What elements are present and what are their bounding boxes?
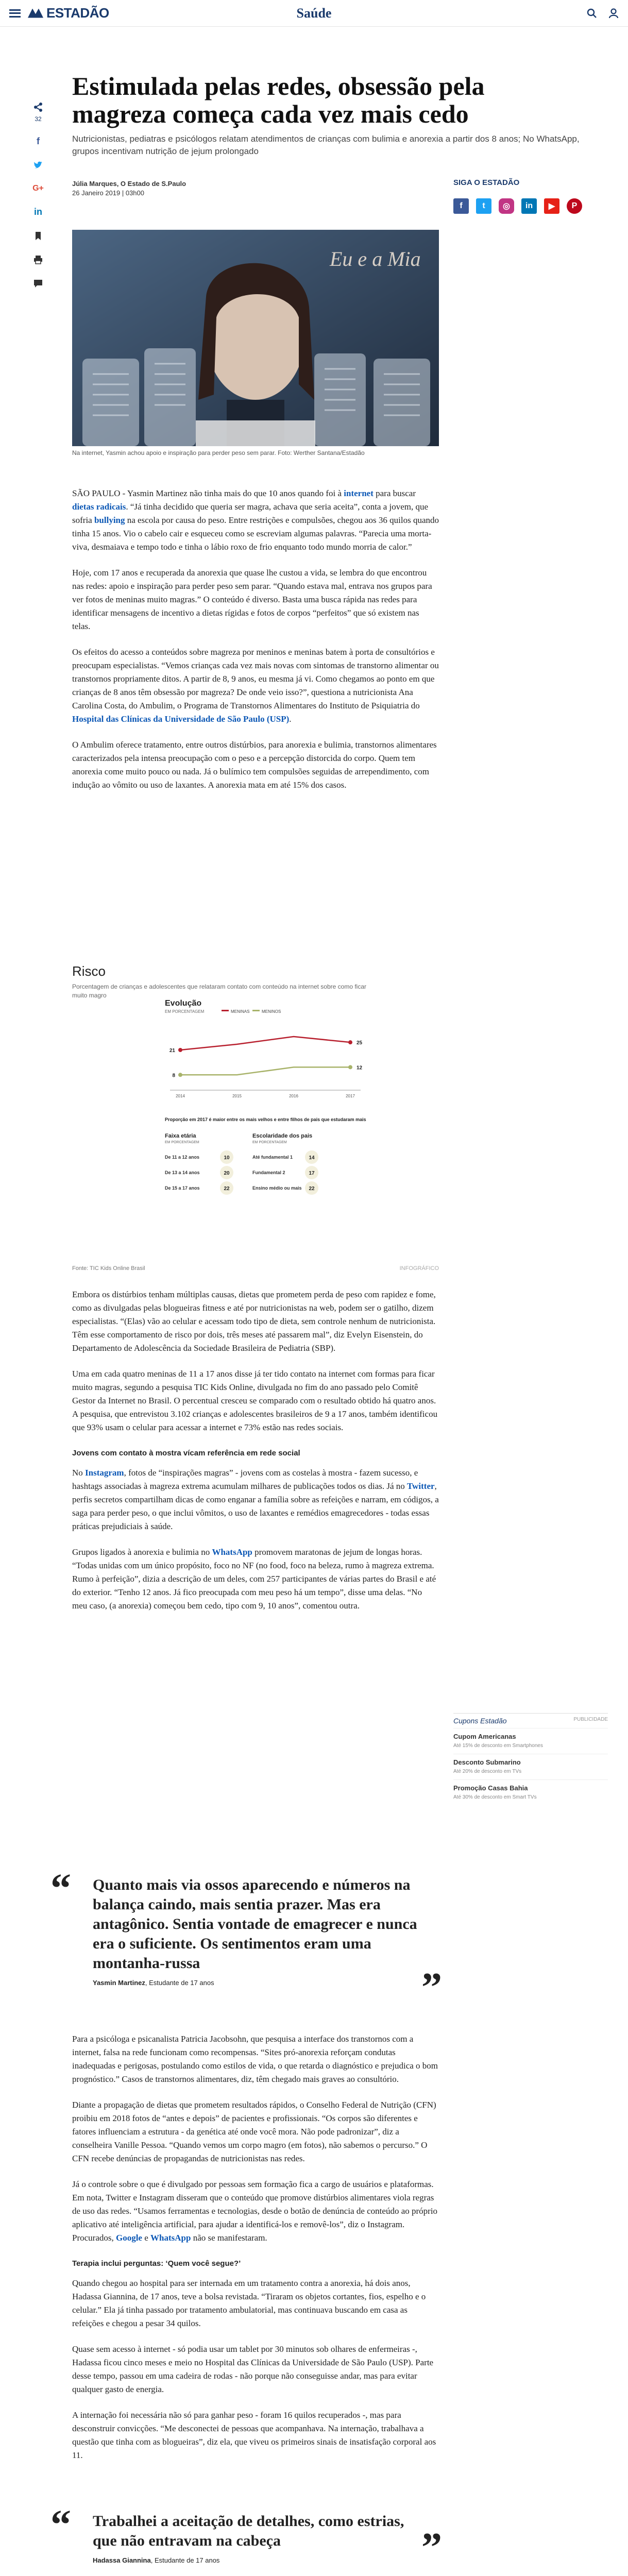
link-whatsapp-2[interactable]: WhatsApp xyxy=(150,2233,191,2243)
edu-value: 22 xyxy=(309,1186,315,1192)
data-label: 21 xyxy=(169,1048,175,1054)
lead-photo xyxy=(72,230,439,446)
data-label: 12 xyxy=(357,1065,363,1071)
linkedin-icon[interactable]: in xyxy=(34,207,42,217)
twitter-icon[interactable] xyxy=(33,160,43,171)
edu-label: Até fundamental 1 xyxy=(252,1155,293,1160)
chart-title: Evolução xyxy=(165,999,202,1008)
age-value: 22 xyxy=(224,1186,230,1192)
link-twitter[interactable]: Twitter xyxy=(407,1481,435,1491)
section-title[interactable]: Saúde xyxy=(296,5,332,21)
quote-close-icon: ” xyxy=(421,2525,442,2570)
google-plus-icon[interactable]: G+ xyxy=(32,184,44,193)
paragraph-4: O Ambulim oferece tratamento, entre outros distúrbios, para anorexia e bulimia, transtornos alimentares caracterizados pela intensa preocupação com o peso e a percepção distorcida do corpo. Quem tem anorexia come muito pouco ou nada. Já o bulímico tem compulsões seguidas de arrependimento, com indução ao vômito ou uso de laxantes. A anorexia mata em até 15% dos casos. xyxy=(72,740,437,790)
coupon-item[interactable]: Cupom Americanas Até 15% de desconto em Smartphones xyxy=(453,1728,608,1754)
data-point xyxy=(348,1065,352,1069)
quote-open-icon: “ xyxy=(50,1866,71,1911)
share-icon[interactable] xyxy=(33,102,43,112)
data-point xyxy=(178,1073,182,1077)
photo-overlay-text: Eu e a Mia xyxy=(330,247,421,270)
x-tick-label: 2014 xyxy=(176,1094,185,1098)
legend-meninas-swatch xyxy=(222,1010,229,1011)
chart-subtitle: EM PORCENTAGEM xyxy=(165,1009,205,1014)
edu-value: 17 xyxy=(309,1171,315,1176)
comment-icon[interactable] xyxy=(33,278,43,289)
paragraph-7: No Instagram, fotos de “inspirações magras” - jovens com as costelas à mostra - fazem sucesso, e hashtags associadas à magreza extrema acumulam milhares de publicações todos os dias. Já no Twitter, perfis secretos compartilham dicas de como enganar a família sobre as refeições e narram, em códigos, a saga para perder peso, o que inclui vômitos, o uso de laxantes e remédios emagrecedores - todas essas práticas prejudiciais à saúde. xyxy=(72,1468,439,1531)
quote-open-icon: “ xyxy=(50,2502,71,2548)
link-dietas-radicais[interactable]: dietas radicais xyxy=(72,502,126,512)
authors[interactable]: Júlia Marques, O Estado de S.Paulo xyxy=(72,180,186,188)
brand-logo[interactable] xyxy=(28,5,109,21)
age-value: 10 xyxy=(224,1155,230,1161)
infographic-subtitle: Porcentagem de crianças e adolescentes que relataram contato com conteúdo na internet sobre como ficar muito magro xyxy=(72,983,366,999)
data-point xyxy=(178,1048,182,1052)
quote-2-text: Trabalhei a aceitação de detalhes, como estrias, que não entravam na cabeça xyxy=(93,2513,404,2549)
series-line-0 xyxy=(180,1037,350,1050)
chart-note: Proporção em 2017 é maior entre os mais velhos e entre filhos de pais que estudaram mais xyxy=(165,1117,366,1122)
age-title: Faixa etária xyxy=(165,1133,196,1139)
paragraph-3: Os efeitos do acesso a conteúdos sobre magreza por meninos e meninas batem à porta de consultórios e preocupam especialistas. “Vemos crianças cada vez mais novas com sintomas de transtorno alimentar ou transtornos propriamente ditos. A partir de 8, 9 anos, eu mesma já vi. Como chegamos ao ponto em que crianças de 8 anos têm obsessão por magreza? De onde veio isso?”, questiona a nutricionista Ana Carolina Costa, do Ambulim, o Programa de Transtornos Alimentares do Instituto de Psiquiatria do Hospital das Clínicas da Universidade de São Paulo (USP). xyxy=(72,647,439,724)
paragraph-9: Para a psicóloga e psicanalista Patricia Jacobsohn, que pesquisa a interface dos transtornos com a internet, falsa na rede funcionam como recompensas. “Sites pró-anorexia reforçam condutas inadequadas e perigosas, postulando como estilos de vida, o que retarda o diagnóstico e prejudica o bom prognóstico.” Casos de transtornos alimentares, diz, têm chegado mais graves ao consultório. xyxy=(72,2034,438,2084)
top-bar xyxy=(0,0,628,27)
edu-label: Fundamental 2 xyxy=(252,1170,285,1175)
follow-box xyxy=(453,178,608,214)
subhead-1: Jovens com contato à mostra vícam referência em rede social xyxy=(72,1449,300,1458)
data-label: 8 xyxy=(172,1073,175,1079)
link-internet[interactable]: internet xyxy=(344,488,374,498)
quote-1-text: Quanto mais via ossos aparecendo e números na balança caindo, mais sentia prazer. Mas era antagônico. Sentia vontade de emagrecer e nunca era o suficiente. Os sentimentos eram uma montanha-russa xyxy=(93,1876,417,1972)
follow-youtube-icon[interactable]: ▶ xyxy=(544,198,559,214)
edu-title: Escolaridade dos pais xyxy=(252,1133,313,1139)
paragraph-11: Já o controle sobre o que é divulgado por pessoas sem formação fica a cargo de usuários e plataformas. Em nota, Twitter e Instagram disseram que o conteúdo que promove distúrbios alimentares viola regras de uso das redes. “Usamos ferramentas e tecnologias, desde o botão de denúncia de conteúdo ao próprio aplicativo até inteligência artificial, para ajudar a identificá-los e removê-los”, diz o Instagram. Procurados, Google e WhatsApp não se manifestaram. xyxy=(72,2179,438,2243)
paragraph-8: Grupos ligados à anorexia e bulimia no WhatsApp promovem maratonas de jejum de longas horas. “Todas unidas com um único propósito, foco no NF (no food, foco na beleza, rumo à magreza extrema. Rumo à perfeição”, dizia a descrição de um deles, com 257 participantes de várias partes do Brasil e até do exterior. “Tenho 12 anos. Já fico preocupada com meu peso há um tempo”, disse uma delas. “No meu caso, (a anorexia) começou bem cedo, tipo com 9, 10 anos”, comentou outra. xyxy=(72,1547,436,1611)
edu-label: Ensino médio ou mais xyxy=(252,1185,302,1191)
age-label: De 13 a 14 anos xyxy=(165,1170,200,1175)
paragraph-13: Quase sem acesso à internet - só podia usar um tablet por 30 minutos sob olhares de enfermeiras -, Hadassa ficou cinco meses e meio no Hospital das Clínicas da Universidade de São Paulo (USP). Parte desse tempo, passou em uma cadeira de rodas - não porque não conseguisse andar, mas para evitar qualquer gasto de energia. xyxy=(72,2344,434,2394)
paragraph-10: Diante a propagação de dietas que prometem resultados rápidos, o Conselho Federal de Nutrição (CFN) proibiu em 2018 fotos de “antes e depois” de pacientes e profissionais. “Os corpos são diferentes e fatores influenciam a estrutura - da genética até onde você mora. Não pode padronizar”, diz a conselheira Vanille Pessoa. “Quando vemos um corpo magro (em fotos), não sabemos o percurso.” O CFN recebe denúncias de propagandas de nutricionistas nas redes. xyxy=(72,2100,436,2163)
article-body-2 xyxy=(72,1288,439,1625)
infographic-chart xyxy=(72,992,439,1265)
brand-name: ESTADÃO xyxy=(46,5,109,21)
legend-meninos-swatch xyxy=(252,1010,260,1011)
paragraph-1: SÃO PAULO - Yasmin Martinez não tinha mais do que 10 anos quando foi à internet para buscar dietas radicais. “Já tinha decidido que queria ser magra, achava que seria aceita”, conta a jovem, que sofria bullying na escola por causa do peso. Entre restrições e compulsões, chegou aos 36 quilos quando tinha 15 anos. Vio o cabelo cair e esqueceu como se escreviam algumas palavras. “Parecia uma morta-viva, desmaiava e tempo todo e tinha o lábio roxo de frio enquanto todo mundo morria de calor.” xyxy=(72,488,439,552)
coupons-box xyxy=(453,1713,608,1805)
edu-value: 14 xyxy=(309,1155,315,1161)
infographic-title: Risco xyxy=(72,963,106,979)
follow-twitter-icon[interactable]: t xyxy=(476,198,491,214)
quote-close-icon: ” xyxy=(421,1965,442,2010)
x-tick-label: 2015 xyxy=(232,1094,242,1098)
paragraph-2: Hoje, com 17 anos e recuperada da anorexia que quase lhe custou a vida, se lembra do que encontrou nas redes: apoio e inspiração para perder peso sem parar. “Quando estava mal, entrava nos grupos para ver fotos de meninas muito magras.” O conteúdo é diverso. Basta uma busca rápida nas redes para identificar mensagens de incentivo a dietas rígidas e fotos de corpos “perfeitos” que só existem nas telas. xyxy=(72,568,432,631)
series-line-1 xyxy=(180,1067,350,1075)
link-hospital-clinicas[interactable]: Hospital das Clínicas da Universidade de São Paulo (USP) xyxy=(72,714,290,724)
legend-meninas: MENINAS xyxy=(231,1009,250,1014)
link-whatsapp[interactable]: WhatsApp xyxy=(212,1547,252,1557)
data-label: 25 xyxy=(357,1040,363,1046)
link-bullying[interactable]: bullying xyxy=(94,515,125,525)
search-icon[interactable] xyxy=(587,8,597,19)
pull-quote-2 xyxy=(50,2502,442,2570)
bookmark-icon[interactable] xyxy=(33,231,43,241)
coupon-item[interactable]: Desconto Submarino Até 20% de desconto em TVs xyxy=(453,1754,608,1780)
byline xyxy=(72,179,186,198)
follow-pinterest-icon[interactable]: P xyxy=(567,198,582,214)
share-rail xyxy=(32,102,44,289)
paragraph-14: A internação foi necessária não só para ganhar peso - foram 16 quilos recuperados -, mas para desconstruir convicções. “Me desconectei de pessoas que acompanhava. Na internação, trabalhava a questão que tinha com as blogueiras”, diz ela, que viveu os primeiros sinais de insatisfação corporal aos 11. xyxy=(72,2410,436,2460)
paragraph-5: Embora os distúrbios tenham múltiplas causas, dietas que prometem perda de peso com rapidez e fome, como as divulgadas pelas blogueiras fitness e até por nutricionistas na web, podem ser o gatilho, dizem especialistas. “(Elas) vão ao celular e acessam todo tipo de dieta, sem controle nenhum de nutricionista. Têm esse comportamento de risco por dois, três meses até passarem mal”, diz Evelyn Eisenstein, do Departamento de Adolescência da Sociedade Brasileira de Pediatria (SBP). xyxy=(72,1290,436,1353)
pull-quote-1 xyxy=(50,1866,442,2010)
x-tick-label: 2016 xyxy=(289,1094,298,1098)
follow-instagram-icon[interactable]: ◎ xyxy=(499,198,514,214)
data-point xyxy=(348,1040,352,1044)
quote-2-author: Hadassa Giannina, Estudante de 17 anos xyxy=(93,2556,220,2564)
link-google[interactable]: Google xyxy=(115,2233,142,2243)
coupon-item[interactable]: Promoção Casas Bahia Até 30% de desconto em Smart TVs xyxy=(453,1780,608,1805)
facebook-icon[interactable]: f xyxy=(37,136,40,146)
coupons-title[interactable]: Cupons Estadão xyxy=(453,1717,507,1725)
menu-icon[interactable] xyxy=(9,9,21,18)
infographic-source: Fonte: TIC Kids Online Brasil xyxy=(72,1265,145,1272)
share-count: 32 xyxy=(35,115,42,123)
legend-meninos: MENINOS xyxy=(262,1009,281,1014)
publish-date: 26 Janeiro 2019 | 03h00 xyxy=(72,189,144,197)
x-tick-label: 2017 xyxy=(346,1094,355,1098)
link-instagram[interactable]: Instagram xyxy=(85,1468,124,1478)
quote-1-author: Yasmin Martinez, Estudante de 17 anos xyxy=(93,1979,214,1987)
paragraph-6: Uma em cada quatro meninas de 11 a 17 anos disse já ter tido contato na internet com formas para ficar muito magras, segundo a pesquisa TIC Kids Online, divulgada no fim do ano passado pelo Comitê Gestor da Internet no Brasil. O percentual cresceu se comparado com o resultado obtido há quatro anos. A pesquisa, que entrevistou 3.102 crianças e adolescentes brasileiros de 9 a 17 anos, também identificou que 93% usam o celular para acessar a internet e 73% estão nas redes sociais. xyxy=(72,1369,438,1432)
infographic xyxy=(72,963,439,1273)
infographic-credit: INFOGRÁFICO xyxy=(399,1265,439,1272)
article-body-3 xyxy=(72,2032,439,2475)
subheadline: Nutricionistas, pediatras e psicólogos relatam atendimentos de crianças com bulimia e anorexia a partir dos 8 anos; No WhatsApp, grupos incentivam nutrição de jejum prolongado xyxy=(72,134,580,156)
print-icon[interactable] xyxy=(33,255,43,265)
age-value: 20 xyxy=(224,1171,230,1176)
article-body-1 xyxy=(72,487,439,804)
coupons-tag: PUBLICIDADE xyxy=(573,1717,608,1722)
headline: Estimulada pelas redes, obsessão pela magreza começa cada vez mais cedo xyxy=(72,72,485,128)
follow-linkedin-icon[interactable]: in xyxy=(521,198,537,214)
edu-subtitle: EM PORCENTAGEM xyxy=(252,1141,287,1144)
follow-title: SIGA O ESTADÃO xyxy=(453,178,520,187)
subhead-2: Terapia inclui perguntas: ‘Quem você segue?’ xyxy=(72,2259,241,2268)
age-label: De 15 a 17 anos xyxy=(165,1185,200,1191)
follow-facebook-icon[interactable]: f xyxy=(453,198,469,214)
photo-caption: Na internet, Yasmin achou apoio e inspiração para perder peso sem parar. Foto: Werther Santana/Estadão xyxy=(72,449,365,456)
age-label: De 11 a 12 anos xyxy=(165,1155,200,1160)
paragraph-12: Quando chegou ao hospital para ser internada em um tratamento contra a anorexia, há dois anos, Hadassa Giannina, de 17 anos, teve a bolsa revistada. “Tiraram os objetos cortantes, fios, espelho e o celular.” Ela já tinha passado por tratamento ambulatorial, mas continuava buscando em casa as refeições e chegou a pesar 34 quilos. xyxy=(72,2278,426,2328)
age-subtitle: EM PORCENTAGEM xyxy=(165,1141,199,1144)
user-icon[interactable] xyxy=(608,8,619,19)
